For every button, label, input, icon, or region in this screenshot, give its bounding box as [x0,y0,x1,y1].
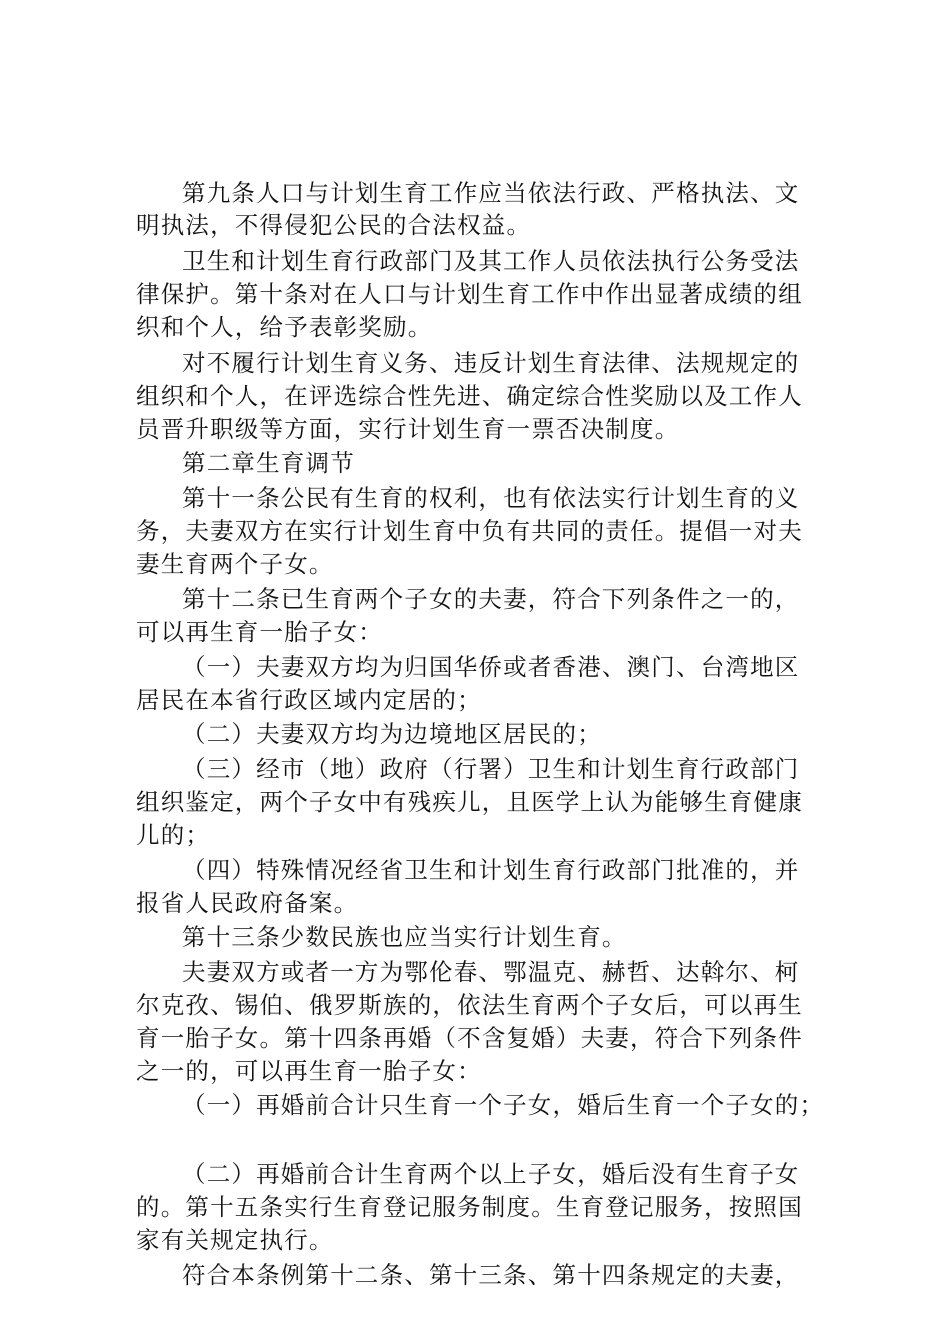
chapter-heading: 第二章生育调节 [182,449,355,477]
text-line: 育一胎子女。第十四条再婚（不含复婚）夫妻，符合下列条件 [136,1024,803,1052]
text-line: 律保护。第十条对在人口与计划生育工作中作出显著成绩的组 [136,280,803,308]
text-line: 居民在本省行政区域内定居的； [136,686,482,714]
text-line: （三）经市（地）政府（行署）卫生和计划生育行政部门 [182,755,800,783]
text-line: 家有关规定执行。 [136,1226,334,1254]
text-line: （二）夫妻双方均为边境地区居民的； [182,720,602,748]
text-line: 组织鉴定，两个子女中有残疾儿，且医学上认为能够生育健康 [136,788,803,816]
text-line: 务，夫妻双方在实行计划生育中负有共同的责任。提倡一对夫 [136,517,803,545]
text-line: 儿的； [136,821,211,849]
text-line: 员晋升职级等方面，实行计划生育一票否决制度。 [136,415,680,443]
text-line: 对不履行计划生育义务、违反计划生育法律、法规规定的 [182,349,800,377]
text-line: （二）再婚前合计生育两个以上子女，婚后没有生育子女 [182,1160,800,1188]
text-line: 符合本条例第十二条、第十三条、第十四条规定的夫妻， [182,1261,800,1289]
text-line: （四）特殊情况经省卫生和计划生育行政部门批准的，并 [182,856,800,884]
text-line: 第十二条已生育两个子女的夫妻，符合下列条件之一的， [182,585,800,613]
text-line: 报省人民政府备案。 [136,889,359,917]
text-line: 妻生育两个子女。 [136,550,334,578]
text-line: 织和个人，给予表彰奖励。 [136,313,433,341]
text-line: （一）再婚前合计只生育一个子女，婚后生育一个子女的； [182,1091,825,1119]
text-line: 第九条人口与计划生育工作应当依法行政、严格执法、文 [182,179,800,207]
text-line: 第十三条少数民族也应当实行计划生育。 [182,923,627,951]
text-line: 夫妻双方或者一方为鄂伦春、鄂温克、赫哲、达斡尔、柯 [182,958,800,986]
text-line: 明执法，不得侵犯公民的合法权益。 [136,211,532,239]
text-line: 之一的，可以再生育一胎子女： [136,1057,482,1085]
text-line: 可以再生育一胎子女： [136,618,383,646]
text-line: 组织和个人，在评选综合性先进、确定综合性奖励以及工作人 [136,382,803,410]
text-line: 尔克孜、锡伯、俄罗斯族的，依法生育两个子女后，可以再生 [136,991,803,1019]
text-line: 的。第十五条实行生育登记服务制度。生育登记服务，按照国 [136,1193,803,1221]
text-line: （一）夫妻双方均为归国华侨或者香港、澳门、台湾地区 [182,653,800,681]
text-line: 第十一条公民有生育的权利，也有依法实行计划生育的义 [182,484,800,512]
text-line: 卫生和计划生育行政部门及其工作人员依法执行公务受法 [182,247,800,275]
